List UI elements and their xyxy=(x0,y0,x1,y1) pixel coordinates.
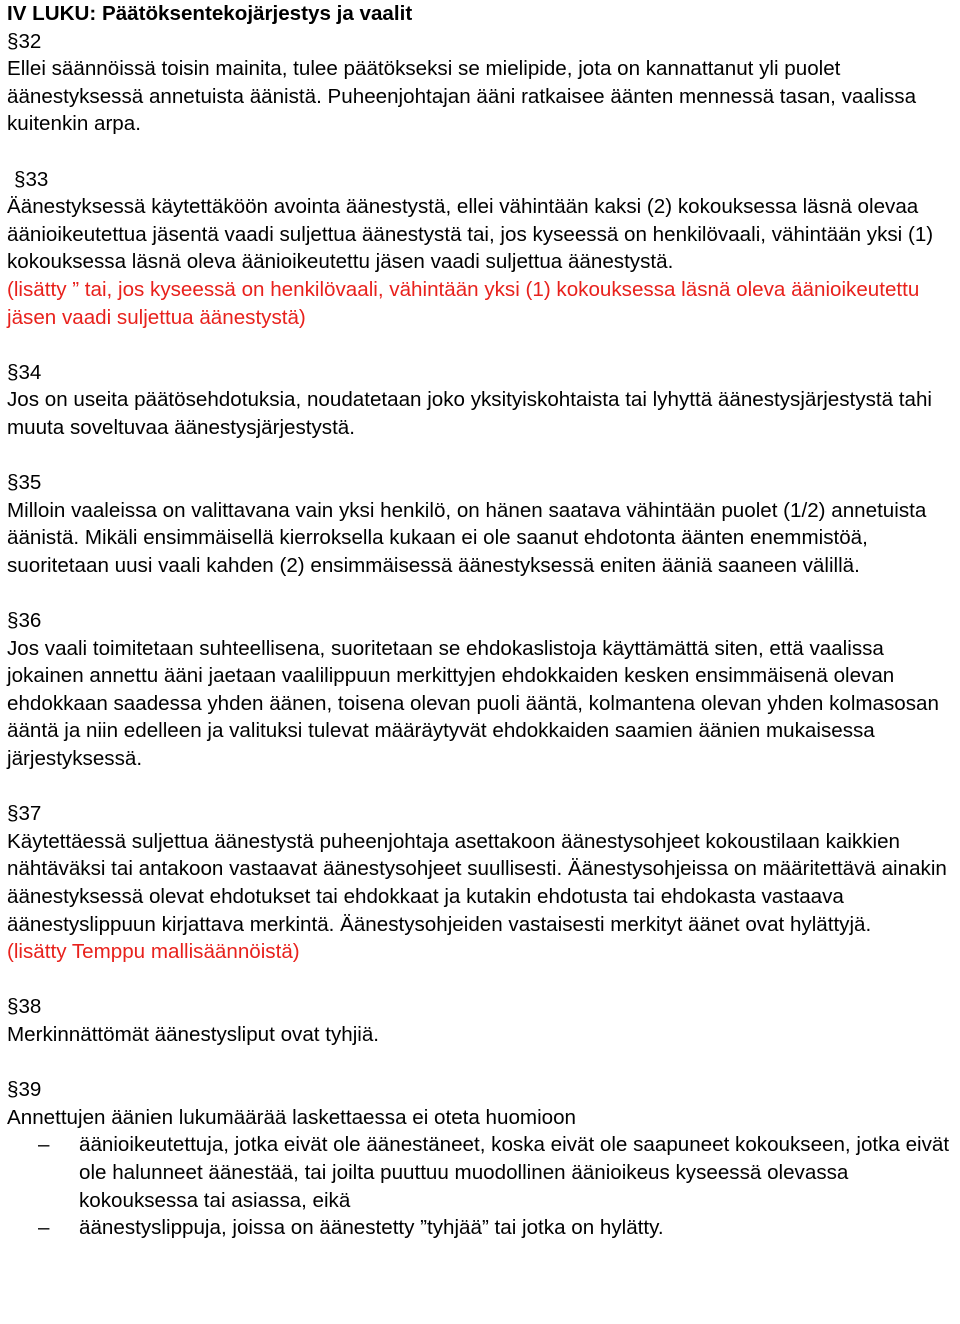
section-text: Milloin vaaleissa on valittavana vain yksi henkilö, on hänen saatava vähintään puolet (1/2) annetuista äänistä. Mikäli ensimmäisellä kierroksella kukaan ei ole saanut ehdotonta äänten enemmistöä, suoritetaan uusi vaali kahden (2) ensimmäisessä äänestyksessä eniten ääniä saaneen välillä. xyxy=(7,498,927,577)
paragraph-spacer xyxy=(7,773,957,801)
section-text: Annettujen äänien lukumäärää laskettaessa ei oteta huomioon xyxy=(7,1105,577,1129)
dash-bullet: – xyxy=(38,1133,50,1157)
section-32 xyxy=(7,28,957,138)
section-text: Äänestyksessä käytettäköön avointa äänestystä, ellei vähintään kaksi (2) kokouksessa läsnä olevaa äänioikeutettua jäsentä vaadi suljettua äänestystä tai, jos kyseessä on henkilövaali, vähintään yksi (1) kokouksessa läsnä oleva äänioikeutettu jäsen vaadi suljettua äänestystä. xyxy=(7,195,934,274)
section-number: §33 xyxy=(14,167,49,191)
section-number: §38 xyxy=(7,995,42,1019)
section-number: §35 xyxy=(7,471,42,495)
list-item xyxy=(7,1214,957,1242)
paragraph-spacer xyxy=(7,442,957,470)
section-number: §39 xyxy=(7,1078,42,1102)
section-36 xyxy=(7,607,957,773)
list-item-text: äänestyslippuja, joissa on äänestetty ”tyhjää” tai jotka on hylätty. xyxy=(79,1216,664,1240)
amendment-note: (lisätty Temppu mallisäännöistä) xyxy=(7,940,300,964)
dash-bullet: – xyxy=(38,1216,50,1240)
paragraph-spacer xyxy=(7,966,957,994)
section-number: §34 xyxy=(7,360,42,384)
chapter-title: IV LUKU: Päätöksentekojärjestys ja vaalit xyxy=(7,2,413,25)
section-38 xyxy=(7,993,957,1048)
section-number: §32 xyxy=(7,29,42,53)
section-37 xyxy=(7,800,957,966)
section-text: Jos vaali toimitetaan suhteellisena, suoritetaan se ehdokaslistoja käyttämättä siten, että vaalissa jokainen annettu ääni jaetaan vaalilippuun merkittyjen ehdokkaiden kesken ensimmäisenä olevan ehdokkaan saadessa yhden äänen, toisena olevan puoli ääntä, kolmantena olevan yhden kolmasosan ääntä ja niin edelleen ja valituksi tulevat määräytyvät ehdokkaiden saamien äänien mukaisessa järjestyksessä. xyxy=(7,636,939,771)
paragraph-spacer xyxy=(7,579,957,607)
section-number: §37 xyxy=(7,802,42,826)
section-34 xyxy=(7,359,957,442)
paragraph-spacer xyxy=(7,138,957,166)
list-item-text: äänioikeutettuja, jotka eivät ole äänestäneet, koska eivät ole saapuneet kokoukseen, jotka eivät ole halunneet äänestää, tai joilta puuttuu muodollinen äänioikeus kyseessä olevassa kokouksessa tai asiassa, eikä xyxy=(79,1133,950,1212)
paragraph-spacer xyxy=(7,1049,957,1077)
section-35 xyxy=(7,469,957,579)
amendment-note: (lisätty ” tai, jos kyseessä on henkilövaali, vähintään yksi (1) kokouksessa läsnä oleva äänioikeutettu jäsen vaadi suljettua äänestystä) xyxy=(7,277,920,329)
exclusion-list xyxy=(7,1131,957,1241)
section-text: Jos on useita päätösehdotuksia, noudatetaan joko yksityiskohtaista tai lyhyttä äänestysjärjestystä tahi muuta soveltuvaa äänestysjärjestystä. xyxy=(7,388,932,439)
section-text: Käytettäessä suljettua äänestystä puheenjohtaja asettakoon äänestysohjeet kokoustilaan kaikkien nähtäväksi tai antakoon vastaavat äänestysohjeet suullisesti. Äänestysohjeissa on määritettävä ainakin äänestyksessä olevat ehdotukset tai ehdokkaat ja kutakin ehdotusta tai ehdokasta vastaava äänestyslippuun kirjattava merkintä. Äänestysohjeiden vastaisesti merkityt äänet ovat hylättyjä. xyxy=(7,829,947,936)
section-39 xyxy=(7,1076,957,1242)
paragraph-spacer xyxy=(7,331,957,359)
list-item xyxy=(7,1131,957,1214)
section-text: Ellei säännöissä toisin mainita, tulee päätökseksi se mielipide, jota on kannattanut yli puolet äänestyksessä annetuista äänistä. Puheenjohtajan ääni ratkaisee äänten mennessä tasan, vaalissa kuitenkin arpa. xyxy=(7,57,917,136)
document-page xyxy=(7,0,957,1242)
section-number: §36 xyxy=(7,609,42,633)
section-text: Merkinnättömät äänestysliput ovat tyhjiä. xyxy=(7,1022,380,1046)
section-33 xyxy=(7,166,957,332)
